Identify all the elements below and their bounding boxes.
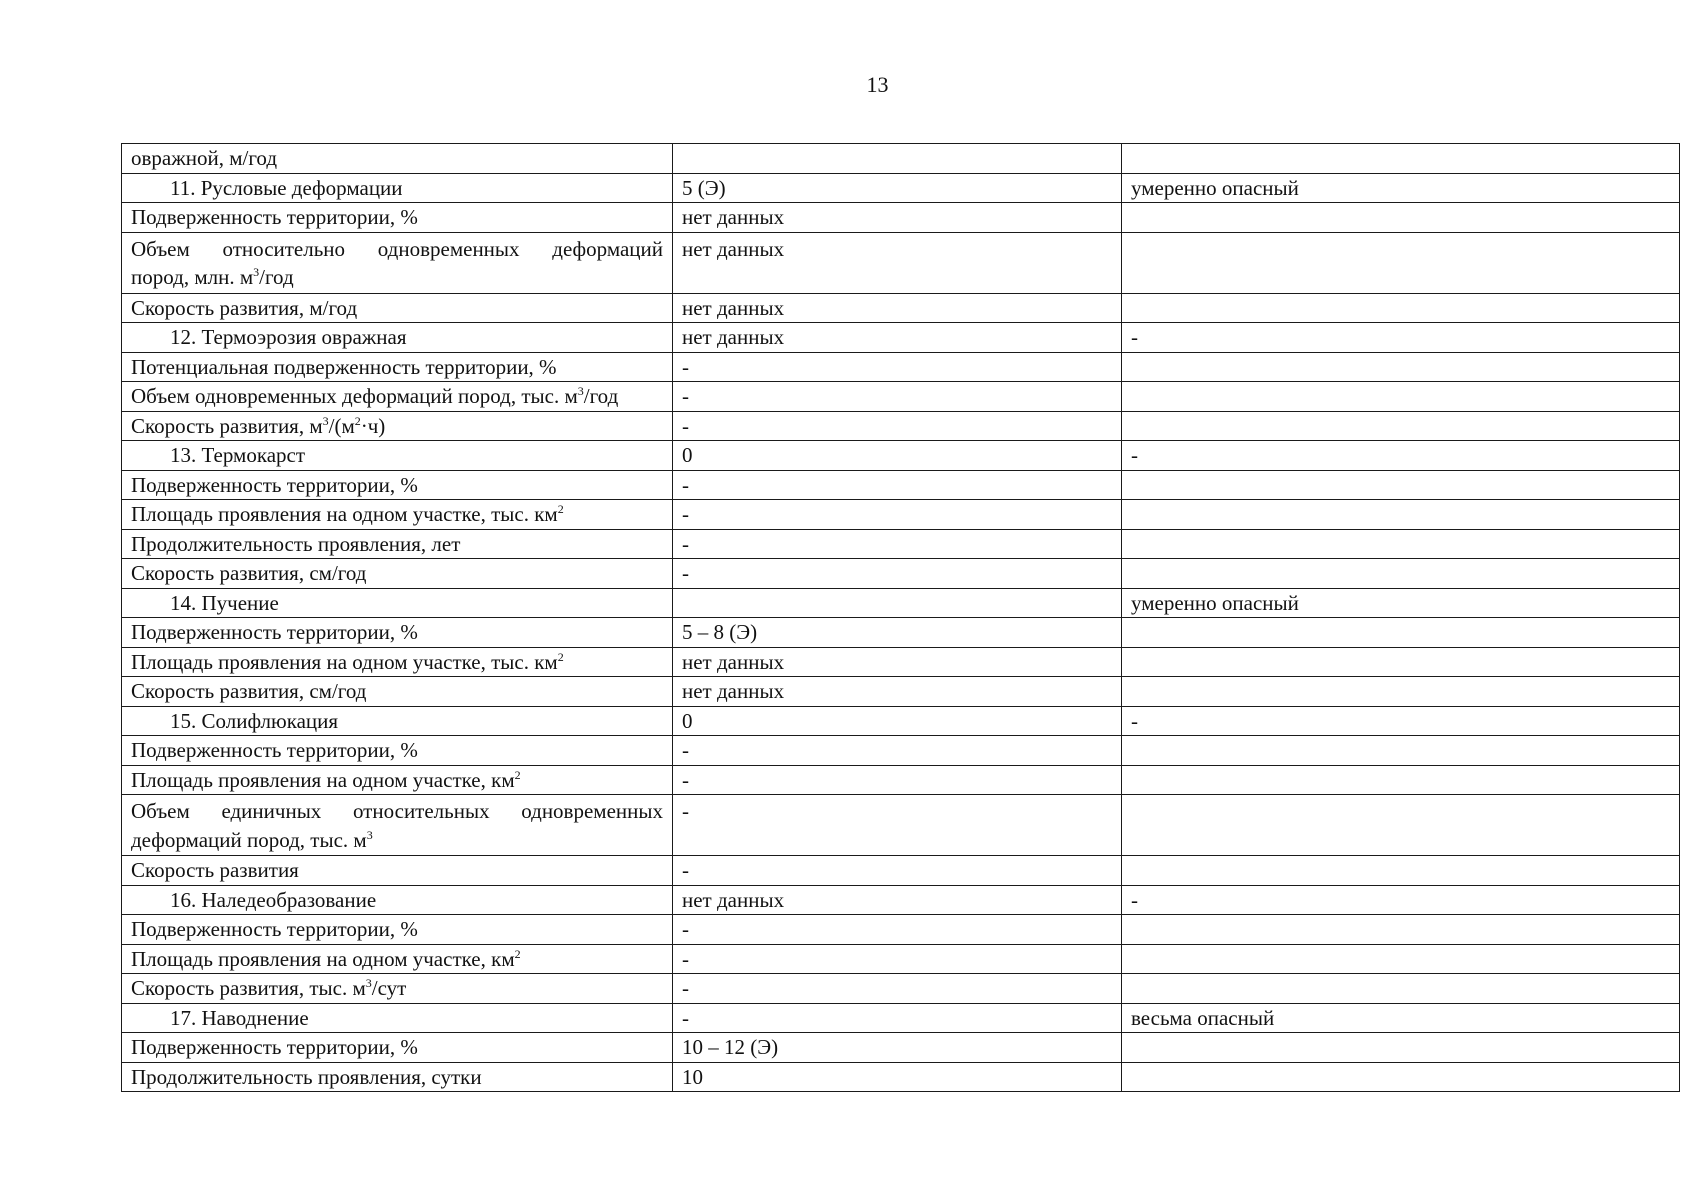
label-text: Скорость развития, тыс. м bbox=[131, 976, 366, 1000]
row-label: Подверженность территории, % bbox=[122, 915, 673, 945]
table-row bbox=[122, 144, 1680, 174]
table-row bbox=[122, 500, 1680, 530]
section-heading: 13. Термокарст bbox=[122, 441, 673, 471]
row-rating: умеренно опасный bbox=[1122, 173, 1680, 203]
row-value: - bbox=[673, 411, 1122, 441]
table-row bbox=[122, 647, 1680, 677]
label-superscript: 3 bbox=[322, 413, 329, 428]
label-text: /год bbox=[259, 265, 294, 289]
table-row bbox=[122, 293, 1680, 323]
page-number: 13 bbox=[866, 72, 889, 97]
row-value: - bbox=[673, 470, 1122, 500]
label-superscript: 2 bbox=[514, 946, 521, 961]
row-label: Подверженность территории, % bbox=[122, 736, 673, 766]
label-text: /(м bbox=[328, 413, 355, 438]
row-rating: - bbox=[1122, 706, 1680, 736]
row-rating bbox=[1122, 915, 1680, 945]
table-row bbox=[122, 1033, 1680, 1063]
table-row bbox=[122, 618, 1680, 648]
table-row bbox=[122, 736, 1680, 766]
table-row bbox=[122, 203, 1680, 233]
row-label bbox=[122, 795, 673, 856]
row-rating bbox=[1122, 1033, 1680, 1063]
row-rating bbox=[1122, 736, 1680, 766]
section-heading: 14. Пучение bbox=[122, 588, 673, 618]
table-row bbox=[122, 352, 1680, 382]
table-row bbox=[122, 382, 1680, 412]
row-label-line2 bbox=[131, 265, 294, 289]
row-value: - bbox=[673, 1003, 1122, 1033]
row-rating bbox=[1122, 352, 1680, 382]
label-superscript: 2 bbox=[514, 767, 521, 782]
row-rating bbox=[1122, 203, 1680, 233]
row-label: Потенциальная подверженность территории, % bbox=[122, 352, 673, 382]
row-value bbox=[673, 144, 1122, 174]
row-rating bbox=[1122, 647, 1680, 677]
table-row bbox=[122, 411, 1680, 441]
row-value: 10 bbox=[673, 1062, 1122, 1092]
section-heading: 16. Наледеобразование bbox=[122, 885, 673, 915]
table-row-heading bbox=[122, 706, 1680, 736]
row-rating bbox=[1122, 529, 1680, 559]
row-label: Скорость развития, м/год bbox=[122, 293, 673, 323]
section-heading: 12. Термоэрозия овражная bbox=[122, 323, 673, 353]
row-value: - bbox=[673, 765, 1122, 795]
row-label: Подверженность территории, % bbox=[122, 203, 673, 233]
label-superscript: 2 bbox=[557, 502, 564, 516]
row-value: нет данных bbox=[673, 323, 1122, 353]
row-value: нет данных bbox=[673, 293, 1122, 323]
row-label bbox=[122, 765, 673, 795]
row-label-line1: Объем относительно одновременных деформаций bbox=[131, 236, 663, 261]
table-row bbox=[122, 765, 1680, 795]
label-text: /год bbox=[583, 384, 619, 408]
label-text: Площадь проявления на одном участке, км bbox=[131, 767, 515, 792]
table-row bbox=[122, 1062, 1680, 1092]
table-row bbox=[122, 795, 1680, 856]
table-row-heading bbox=[122, 1003, 1680, 1033]
row-label: Продолжительность проявления, сутки bbox=[122, 1062, 673, 1092]
table-row bbox=[122, 944, 1680, 974]
table-row bbox=[122, 677, 1680, 707]
row-label: Подверженность территории, % bbox=[122, 470, 673, 500]
row-label: Продолжительность проявления, лет bbox=[122, 529, 673, 559]
row-rating: - bbox=[1122, 441, 1680, 471]
row-rating bbox=[1122, 795, 1680, 856]
row-value: 5 (Э) bbox=[673, 173, 1122, 203]
row-value: 0 bbox=[673, 441, 1122, 471]
table-row bbox=[122, 470, 1680, 500]
section-heading: 17. Наводнение bbox=[122, 1003, 673, 1033]
table-row-heading bbox=[122, 173, 1680, 203]
label-text: Объем одновременных деформаций пород, тыс. м bbox=[131, 384, 578, 408]
row-label: овражной, м/год bbox=[122, 144, 673, 174]
hazard-table bbox=[121, 143, 1680, 1092]
row-value: - bbox=[673, 856, 1122, 886]
row-value: нет данных bbox=[673, 203, 1122, 233]
row-label: Подверженность территории, % bbox=[122, 1033, 673, 1063]
row-rating bbox=[1122, 293, 1680, 323]
row-value: 5 – 8 (Э) bbox=[673, 618, 1122, 648]
row-rating: умеренно опасный bbox=[1122, 588, 1680, 618]
row-rating bbox=[1122, 232, 1680, 293]
label-text: Площадь проявления на одном участке, тыс. км bbox=[131, 502, 558, 526]
row-value: - bbox=[673, 500, 1122, 530]
row-rating: - bbox=[1122, 323, 1680, 353]
row-value: - bbox=[673, 915, 1122, 945]
row-label: Скорость развития bbox=[122, 856, 673, 886]
row-label bbox=[122, 411, 673, 441]
row-label: Скорость развития, см/год bbox=[122, 559, 673, 589]
row-rating bbox=[1122, 559, 1680, 589]
table-row bbox=[122, 529, 1680, 559]
row-label: Скорость развития, см/год bbox=[122, 677, 673, 707]
label-superscript: 2 bbox=[557, 649, 564, 664]
row-label-line2 bbox=[131, 828, 373, 852]
row-rating bbox=[1122, 944, 1680, 974]
row-rating bbox=[1122, 144, 1680, 174]
row-label bbox=[122, 382, 673, 412]
row-value: - bbox=[673, 736, 1122, 766]
label-superscript: 2 bbox=[354, 413, 361, 428]
row-rating bbox=[1122, 618, 1680, 648]
row-rating bbox=[1122, 677, 1680, 707]
label-text: ·ч) bbox=[360, 413, 386, 438]
label-superscript: 3 bbox=[366, 827, 373, 842]
row-value: - bbox=[673, 795, 1122, 856]
row-rating bbox=[1122, 382, 1680, 412]
table-row-heading bbox=[122, 885, 1680, 915]
row-value: нет данных bbox=[673, 232, 1122, 293]
row-value: - bbox=[673, 974, 1122, 1004]
table-row bbox=[122, 559, 1680, 589]
table-row bbox=[122, 915, 1680, 945]
label-superscript: 3 bbox=[253, 265, 260, 279]
row-label bbox=[122, 500, 673, 530]
row-value: 0 bbox=[673, 706, 1122, 736]
row-value: - bbox=[673, 559, 1122, 589]
table-row-heading bbox=[122, 441, 1680, 471]
row-value: - bbox=[673, 944, 1122, 974]
row-label bbox=[122, 974, 673, 1004]
row-rating: весьма опасный bbox=[1122, 1003, 1680, 1033]
table-row bbox=[122, 232, 1680, 293]
label-text: деформаций пород, тыс. м bbox=[131, 827, 367, 852]
row-rating bbox=[1122, 470, 1680, 500]
label-text: Площадь проявления на одном участке, тыс. км bbox=[131, 649, 558, 674]
row-rating bbox=[1122, 856, 1680, 886]
label-text: Скорость развития, м bbox=[131, 413, 323, 438]
row-value: нет данных bbox=[673, 647, 1122, 677]
table-row-heading bbox=[122, 323, 1680, 353]
row-value: 10 – 12 (Э) bbox=[673, 1033, 1122, 1063]
table-row bbox=[122, 856, 1680, 886]
label-text: Площадь проявления на одном участке, км bbox=[131, 946, 515, 971]
row-rating bbox=[1122, 974, 1680, 1004]
row-value bbox=[673, 588, 1122, 618]
table-row bbox=[122, 974, 1680, 1004]
row-label-line1: Объем единичных относительных одновременных bbox=[131, 799, 663, 823]
row-rating bbox=[1122, 411, 1680, 441]
row-value: - bbox=[673, 352, 1122, 382]
row-label bbox=[122, 944, 673, 974]
row-value: нет данных bbox=[673, 885, 1122, 915]
section-heading: 15. Солифлюкация bbox=[122, 706, 673, 736]
label-text: пород, млн. м bbox=[131, 265, 254, 289]
row-rating bbox=[1122, 1062, 1680, 1092]
table-row-heading bbox=[122, 588, 1680, 618]
row-label: Подверженность территории, % bbox=[122, 618, 673, 648]
row-rating bbox=[1122, 500, 1680, 530]
label-superscript: 3 bbox=[365, 976, 372, 990]
row-value: нет данных bbox=[673, 677, 1122, 707]
row-value: - bbox=[673, 382, 1122, 412]
row-label bbox=[122, 647, 673, 677]
row-rating: - bbox=[1122, 885, 1680, 915]
label-text: /сут bbox=[371, 976, 407, 1000]
row-label bbox=[122, 232, 673, 293]
row-rating bbox=[1122, 765, 1680, 795]
row-value: - bbox=[673, 529, 1122, 559]
label-superscript: 3 bbox=[577, 384, 584, 398]
section-heading: 11. Русловые деформации bbox=[122, 173, 673, 203]
